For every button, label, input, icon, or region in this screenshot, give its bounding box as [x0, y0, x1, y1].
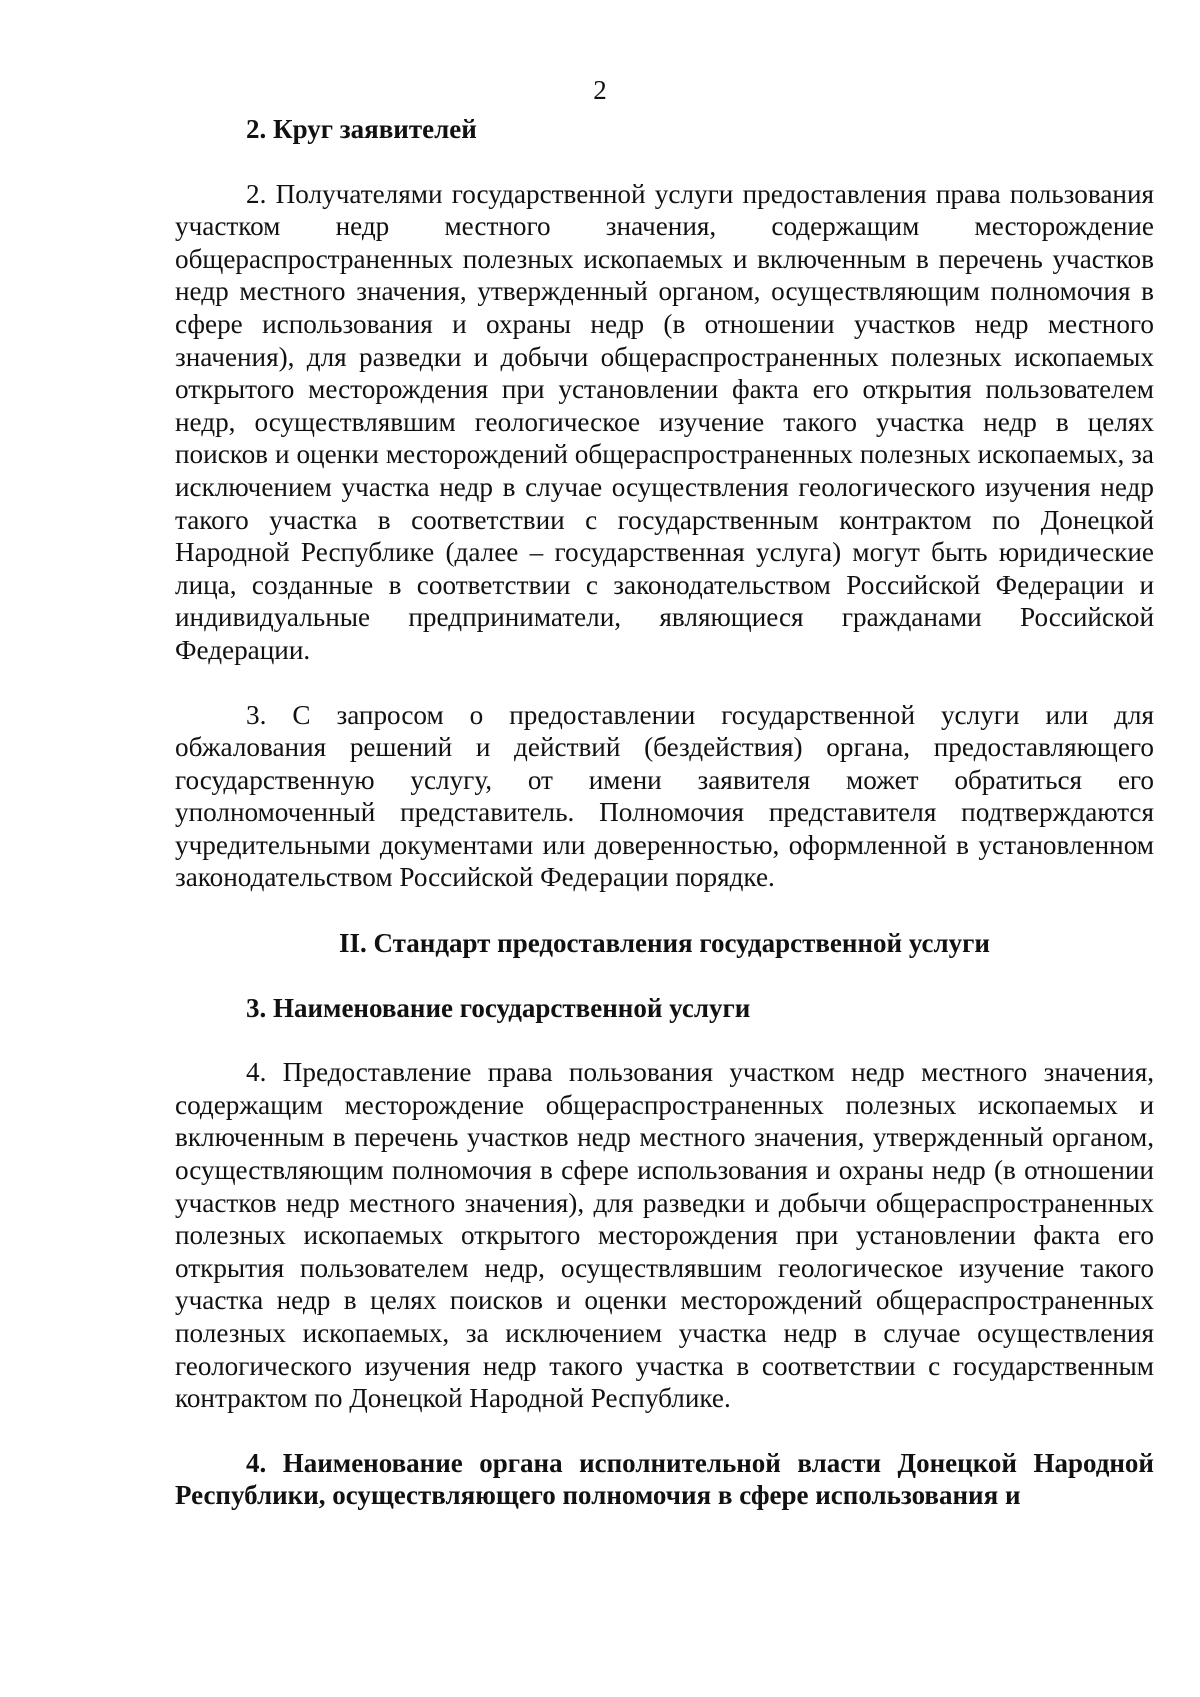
page-number: 2 — [593, 75, 607, 105]
document-body — [175, 113, 1154, 1512]
section-heading-applicants: 2. Круг заявителей — [246, 114, 477, 144]
section-heading-service-name: 3. Наименование государственной услуги — [246, 992, 751, 1023]
paragraph-2: 2. Получателями государственной услуги предоставления права пользования участком недр местного значения, содержащим месторождение общераспространенных полезных ископаемых и включенным в перечень участков недр местного значения, утвержденный органом, осуществляющим полномочия в сфере использования и охраны недр (в отношении участков недр местного значения), для разведки и добычи общераспространенных полезных ископаемых открытого месторождения при установлении факта его открытия пользователем недр, осуществлявшим геологическое изучение такого участка недр в целях поисков и оценки месторождений общераспространенных полезных ископаемых, за исключением участка недр в случае осуществления геологического изучения недр такого участка в соответствии с государственным контрактом по Донецкой Народной Республике (далее – государственная услуга) могут быть юридические лица, созданные в соответствии с законодательством Российской Федерации и индивидуальные предприниматели, являющиеся гражданами Российской Федерации. — [175, 178, 1154, 665]
chapter-heading-standard: II. Стандарт предоставления государственной услуги — [339, 928, 990, 959]
paragraph-4: 4. Предоставление права пользования участком недр местного значения, содержащим месторождение общераспространенных полезных ископаемых и включенным в перечень участков недр местного значения, утвержденный органом, осуществляющим полномочия в сфере использования и охраны недр (в отношении участков недр местного значения), для разведки и добычи общераспространенных полезных ископаемых открытого месторождения при установлении факта его открытия пользователем недр, осуществлявшим геологическое изучение такого участка недр в целях поисков и оценки месторождений общераспространенных полезных ископаемых, за исключением участка недр в случае осуществления геологического изучения недр такого участка в соответствии с государственным контрактом по Донецкой Народной Республике. — [175, 1057, 1154, 1414]
paragraph-3: 3. С запросом о предоставлении государственной услуги или для обжалования решений и действий (бездействия) органа, предоставляющего государственную услугу, от имени заявителя может обратиться его уполномоченный представитель. Полномочия представителя подтверждаются учредительными документами или доверенностью, оформленной в установленном законодательством Российской Федерации порядке. — [175, 699, 1154, 893]
section-heading-authority: 4. Наименование органа исполнительной власти Донецкой Народной Республики, осуществляющего полномочия в сфере использования и — [175, 1447, 1154, 1511]
